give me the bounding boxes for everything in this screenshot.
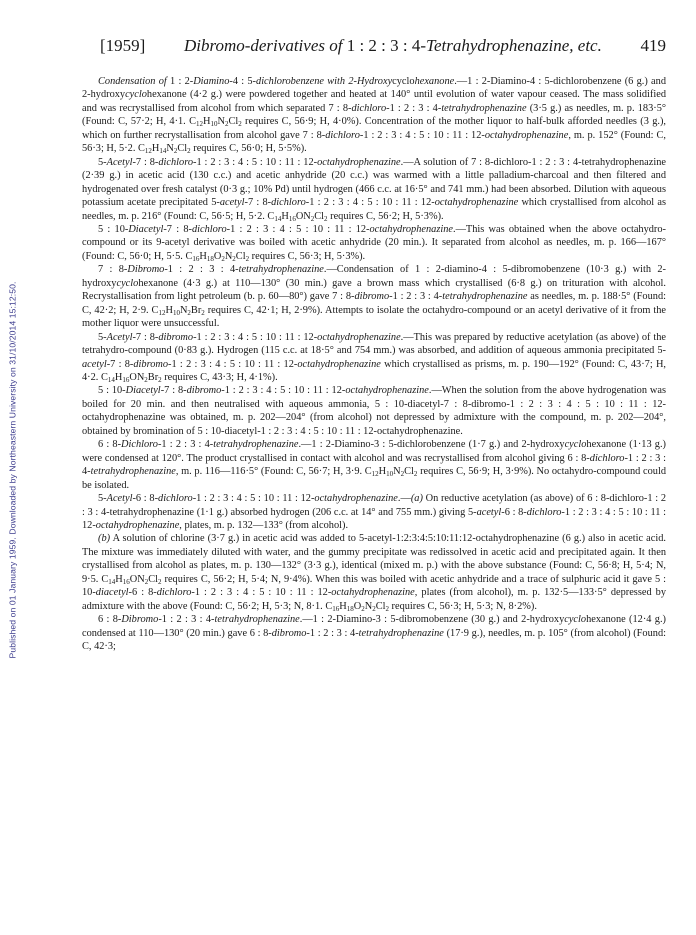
text-run: -1 : 2 : 3 : 4 : 5 : 10 : 11 : 12- bbox=[193, 156, 318, 168]
italic-run: Acetyl bbox=[106, 331, 133, 343]
italic-run: dibromo bbox=[354, 291, 390, 303]
subscript-run: 2 bbox=[361, 604, 365, 613]
italic-run: tetrahydrophenazine bbox=[213, 439, 299, 451]
italic-run: tetrahydrophenazine bbox=[214, 614, 300, 626]
text-run: O bbox=[213, 250, 222, 262]
text-run: requires C, 56·3; H, 5·3%). bbox=[249, 250, 366, 262]
text-run: N bbox=[224, 250, 233, 262]
italic-run: hexanone bbox=[414, 76, 455, 87]
text-run: O bbox=[353, 600, 362, 612]
paragraph bbox=[82, 223, 666, 263]
subscript-run: 12 bbox=[195, 120, 203, 129]
subscript-run: 10 bbox=[210, 120, 218, 129]
header-title bbox=[184, 36, 602, 56]
text-run: -1 : 2 : 3 : 4 : 5 : 10 : 11 : 12- bbox=[193, 331, 318, 343]
text-run: Cl bbox=[228, 116, 239, 128]
text-run: -1 : 2 : 3 : 4- bbox=[82, 452, 667, 478]
text-run: requires C, 56·3; H, 5·3; N, 8·2%). bbox=[388, 600, 537, 612]
text-run: -6 : 8- bbox=[128, 587, 157, 599]
italic-run: cyclo bbox=[564, 439, 587, 451]
italic-run: octahydrophenazine bbox=[297, 358, 381, 370]
text-run: ON bbox=[129, 573, 145, 585]
text-run: .—When the solution from the above hydrogenation was boiled for 20 min. and then neutralised with aqueous ammonia, 5 : 10-diacetyl-7 : 8-dibromo-1 : 2 : 3 : 4 : 5 : 10 : 11 : 12-octahydrophenazine was obtained, m. p. 202—204° (from alcohol) not depressed by admixture with the compound, m. p. 202—204°, obtained by bromination of 5 : 10-diacetyl-1 : 2 : 3 : 4 : 5 : 10 : 11 : 12-octahydrophenazine. bbox=[82, 385, 667, 437]
italic-run: cyclo bbox=[125, 89, 147, 101]
header-title-numbers: 1 : 2 : 3 : 4- bbox=[346, 36, 427, 55]
text-run: 6 : 8- bbox=[98, 614, 122, 626]
subscript-run: 2 bbox=[310, 214, 315, 223]
text-run: -1 : 2 : 3 : 4- bbox=[164, 264, 239, 276]
subscript-run: 14 bbox=[274, 214, 282, 223]
paragraph bbox=[82, 532, 666, 613]
italic-run: cyclo bbox=[564, 614, 587, 626]
italic-run: octahydrophenazine bbox=[317, 331, 401, 343]
italic-run: dichloro bbox=[526, 506, 562, 518]
text-run: -7 : 8- bbox=[163, 223, 192, 235]
text-run: N bbox=[364, 600, 373, 612]
italic-run: dibromo bbox=[271, 627, 307, 639]
text-run: hexanone (4·2 g.) were powdered together and heated at 140° until evolution of water vapour ceased. The mass solidified and was recrystallised from alcohol from which separated 7 : 8- bbox=[82, 89, 666, 114]
text-run: H bbox=[339, 600, 347, 612]
text-run: Cl bbox=[177, 143, 188, 155]
text-run: requires C, 56·9; H, 4·0%). Concentration of the mother liquor to half-bulk afforded needles (3 g.), which on further recrystallisation from alcohol gave 7 : 8- bbox=[82, 116, 666, 141]
subscript-run: 2 bbox=[413, 470, 418, 479]
text-run: requires C, 56·2; H, 5·3%). bbox=[327, 210, 444, 222]
text-run: 6 : 8- bbox=[98, 439, 122, 451]
text-run: -1 : 2 : 3 : 4 : 5 : 10 : 11 : 12- bbox=[226, 223, 370, 235]
subscript-run: 2 bbox=[372, 604, 376, 613]
italic-run: Acetyl bbox=[106, 493, 133, 505]
text-run: On reductive acetylation (as above) of 6 : 8-dichloro-1 : 2 : 3 : 4-tetrahydrophenazine (1·1 g.) absorbed hydrogen (206 c.c. at 14° and 755 mm.) giving 5- bbox=[82, 493, 666, 518]
text-run: -1 : 2 : 3 : 4 : 5 : 10 : 11 : 12- bbox=[191, 587, 332, 599]
subscript-run: 2 bbox=[224, 120, 229, 129]
italic-run: Dichloro bbox=[121, 439, 158, 451]
text-run: (3·5 g.) as needles, m. p. 183·5° (Found: C, 57·2; H, 4·1. C bbox=[82, 102, 666, 128]
italic-run: Dibromo bbox=[121, 614, 159, 626]
italic-run: Diacetyl bbox=[128, 223, 164, 235]
text-run: -1 : 2 : 3 : 4 : 5 : 10 : 11 : 12- bbox=[305, 197, 435, 209]
text-run: -1 : 2 : 3 : 4- bbox=[386, 102, 442, 114]
text-run: 5 : 10- bbox=[98, 223, 129, 235]
italic-run: octahydrophenazine bbox=[484, 129, 569, 141]
italic-run: tetrahydrophenazine bbox=[441, 102, 527, 114]
text-run: , plates, m. p. 132—133° (from alcohol). bbox=[179, 519, 349, 531]
italic-run: Acetyl bbox=[106, 156, 133, 168]
text-run: 7 : 8- bbox=[98, 264, 128, 276]
text-run: , plates (from alcohol), m. p. 132·5—133·5° depressed by admixture with the above (Found: C, 56·2; H, 5·3; N, 8·1. C bbox=[82, 587, 666, 612]
text-run: N bbox=[179, 304, 188, 316]
italic-run: Diacetyl bbox=[125, 385, 161, 397]
header-title-start: Dibromo-derivatives of bbox=[183, 36, 343, 55]
text-run: Cl bbox=[314, 210, 325, 222]
text-run: -1 : 2 : 3 : 4 : 5 : 10 : 11 : 12- bbox=[82, 506, 666, 531]
text-run: H bbox=[151, 143, 160, 155]
download-watermark-text: Published on 01 January 1959. Downloaded by Northeastern University on 31/10/2014 15:12:50. bbox=[7, 281, 17, 659]
subscript-run: 2 bbox=[385, 604, 389, 613]
paragraph bbox=[82, 156, 666, 223]
italic-run: dichloro bbox=[589, 452, 625, 464]
text-run: .—Condensation of 1 : 2-diamino-4 : 5-dibromobenzene (10·3 g.) with 2-hydroxy bbox=[82, 264, 666, 289]
subscript-run: 2 bbox=[158, 577, 162, 586]
text-run: hexanone (12·4 g.) condensed at 110—130° (20 min.) gave 6 : 8- bbox=[82, 614, 666, 639]
text-run: H bbox=[378, 466, 387, 478]
text-run: -4 : 5- bbox=[229, 76, 257, 87]
text-run: .— bbox=[397, 493, 411, 505]
italic-run: dibromo bbox=[186, 385, 222, 397]
subscript-run: 12 bbox=[371, 470, 379, 479]
text-run: -6 : 8- bbox=[132, 493, 159, 505]
paragraph bbox=[82, 613, 666, 653]
text-run: 5- bbox=[98, 493, 107, 505]
subscript-run: 2 bbox=[144, 577, 149, 586]
text-run: -7 : 8- bbox=[106, 358, 134, 370]
text-run: ON bbox=[295, 210, 311, 222]
italic-run: dichloro bbox=[191, 223, 227, 235]
paragraph bbox=[82, 438, 666, 492]
body-text bbox=[82, 75, 666, 653]
text-run: H bbox=[199, 250, 207, 262]
subscript-run: 16 bbox=[288, 214, 296, 223]
text-run: hexanone (4·3 g.) at 110—130° (30 min.) gave a brown mass which crystallised (6·8 g.) on trituration with alcohol. Recrystallisation from light petroleum (b. p. 60—80°) gave 7 : 8- bbox=[82, 277, 666, 303]
text-run: N bbox=[393, 466, 401, 478]
text-run: .—A solution of 7 : 8-dichloro-1 : 2 : 3 : 4-tetrahydrophenazine (2·39 g.) in acetic acid (130 c.c.) and acetic anhydride (20 c.c.) was warmed with a little palladium-charcoal and then filtered and hydrogenated over fresh catalyst (0·3 g.; 10% Pd) until hydrogen (466 c.c. at 16·5° and 741 mm.) had been absorbed. Dilution with aqueous potassium acetate precipitated 5- bbox=[82, 156, 667, 209]
subscript-run: 16 bbox=[192, 254, 200, 263]
subscript-run: 2 bbox=[187, 147, 191, 156]
italic-run: tetrahydrophenazine bbox=[442, 291, 528, 303]
italic-run: dichloro bbox=[158, 493, 193, 505]
italic-run: octahydrophenazine bbox=[331, 587, 415, 599]
subscript-run: 18 bbox=[206, 254, 214, 263]
text-run: which crystallised from alcohol as needles, m. p. 216° (Found: C, 56·5; H, 5·2. C bbox=[82, 197, 666, 222]
italic-run: tetrahydrophenazine bbox=[90, 466, 176, 478]
text-run: requires C, 56·2; H, 5·4; N, 9·4%). When this was boiled with acetic anhydride and a trace of sulphuric acid it gave 5 : 10- bbox=[82, 573, 666, 599]
subscript-run: 2 bbox=[187, 308, 191, 317]
text-run: .—1 : 2-Diamino-4 : 5-dichlorobenzene (6 g.) and 2-hydroxy bbox=[82, 76, 666, 101]
text-run: -6 : 8- bbox=[501, 506, 527, 518]
subscript-run: 14 bbox=[108, 577, 116, 586]
text-run: -7 : 8- bbox=[160, 385, 187, 397]
paragraph bbox=[82, 263, 666, 330]
text-run: -1 : 2 : 3 : 4 : 5 : 10 : 11 : 12- bbox=[192, 493, 315, 505]
text-run: (17·9 g.), needles, m. p. 105° (from alcohol) (Found: C, 42·3; bbox=[82, 627, 666, 653]
subscript-run: 14 bbox=[107, 375, 115, 384]
header-year: [1959] bbox=[100, 36, 146, 55]
text-run: A solution of chlorine (3·7 g.) in acetic acid was added to 5-acetyl-1:2:3:4:5:10:11:12-octahydrophenazine (6 g.) also in acetic acid. The mixture was immediately diluted with water, and the gummy precipitate was redissolved in acetic acid and precipitated again. It then crystallised from alcohol as plates, m. p. 130—132° (3·3 g.), identical (mixed m. p.) with the above substance (Found: C, 56·8; H, 5·4; N, 9·5. C bbox=[82, 533, 666, 585]
subscript-run: 2 bbox=[324, 214, 328, 223]
text-run: requires C, 43·3; H, 4·1%). bbox=[161, 371, 278, 383]
text-run: Cl bbox=[148, 573, 158, 585]
text-run: ON bbox=[129, 371, 145, 383]
text-run: requires C, 56·9; H, 3·9%). No octahydro-compound could be isolated. bbox=[82, 466, 666, 491]
text-run: -1 : 2 : 3 : 4- bbox=[158, 614, 215, 626]
italic-run: dichloro bbox=[325, 129, 360, 141]
text-run: H bbox=[114, 371, 123, 383]
paragraph bbox=[82, 384, 666, 438]
italic-run: dichloro bbox=[271, 197, 306, 209]
subscript-run: 10 bbox=[386, 470, 394, 479]
italic-run: octahydrophenazine bbox=[434, 197, 519, 209]
text-run: requires C, 42·1; H, 2·9%). Attempts to isolate the octahydro-compound or an acetyl derivative of it from the mother liquor were unsuccessful. bbox=[82, 304, 667, 330]
text-run: H bbox=[115, 573, 123, 585]
text-run: .—1 : 2-Diamino-3 : 5-dichlorobenzene (1·7 g.) and 2-hydroxy bbox=[298, 439, 565, 451]
subscript-run: 2 bbox=[144, 375, 148, 384]
subscript-run: 2 bbox=[232, 254, 236, 263]
text-run: H bbox=[202, 116, 211, 128]
subscript-run: 2 bbox=[158, 375, 162, 384]
subscript-run: 16 bbox=[332, 604, 340, 613]
subscript-run: 10 bbox=[172, 308, 180, 317]
text-run: -7 : 8- bbox=[132, 331, 159, 343]
subscript-run: 2 bbox=[221, 254, 225, 263]
text-run: N bbox=[166, 143, 174, 155]
subscript-run: 16 bbox=[122, 577, 130, 586]
italic-run: diacetyl bbox=[95, 587, 129, 599]
italic-run: dichloro bbox=[158, 156, 194, 168]
text-run: -1 : 2 : 3 : 4- bbox=[306, 627, 359, 639]
italic-run: (a) bbox=[410, 493, 423, 505]
subscript-run: 2 bbox=[173, 147, 178, 156]
text-run: .—This was prepared by reductive acetylation (as above) of the tetrahydro-compound (0·83 g.). Hydrogen (115 c.c. at 18·5° and 754 mm.) was absorbed, and addition of aqueous ammonia precipitated 5- bbox=[82, 331, 667, 357]
header-title-rest: Tetrahydrophenazine, etc. bbox=[426, 36, 602, 55]
text-run: Cl bbox=[404, 466, 414, 478]
text-run: which crystallised as prisms, m. p. 190—192° (Found: C, 43·7; H, 4·2. C bbox=[82, 358, 667, 383]
italic-run: dichloro bbox=[156, 587, 192, 599]
italic-run: octahydrophenazine bbox=[369, 223, 453, 235]
text-run: .—1 : 2-Diamino-3 : 5-dibromobenzene (30 g.) and 2-hydroxy bbox=[299, 614, 565, 626]
text-run: -1 : 2 : 3 : 4- bbox=[157, 439, 214, 451]
italic-run: octahydrophenazine bbox=[317, 156, 401, 168]
italic-run: Dibromo bbox=[127, 264, 165, 276]
text-run: as needles, m. p. 188·5° (Found: C, 42·2; H, 2·9. C bbox=[82, 291, 666, 316]
text-run: -7 : 8- bbox=[244, 197, 272, 209]
italic-run: dibromo bbox=[158, 331, 194, 343]
italic-run: (b) bbox=[98, 533, 111, 545]
text-run: H bbox=[281, 210, 289, 222]
text-run: , m. p. 116—116·5° (Found: C, 56·7; H, 3·9. C bbox=[175, 466, 372, 478]
text-run: cyclo bbox=[392, 76, 415, 87]
text-run: 1 : 2- bbox=[166, 76, 194, 87]
italic-run: acetyl bbox=[219, 197, 245, 209]
text-run: H bbox=[165, 304, 173, 316]
italic-run: tetrahydrophenazine bbox=[358, 627, 444, 639]
subscript-run: 12 bbox=[144, 147, 152, 156]
download-watermark bbox=[4, 150, 20, 790]
italic-run: Diamino bbox=[193, 76, 230, 87]
italic-run: cyclo bbox=[116, 277, 139, 289]
subscript-run: 16 bbox=[122, 375, 130, 384]
subscript-run: 2 bbox=[245, 254, 250, 263]
italic-run: octahydrophenazine bbox=[314, 493, 398, 505]
text-run: -1 : 2 : 3 : 4 : 5 : 10 : 11 : 12- bbox=[359, 129, 485, 141]
text-run: Br bbox=[147, 371, 159, 383]
italic-run: dibromo bbox=[133, 358, 169, 370]
italic-run: acetyl bbox=[82, 358, 107, 370]
text-run: , m. p. 152° (Found: C, 56·3; H, 5·2. C bbox=[82, 129, 666, 155]
text-run: -1 : 2 : 3 : 4- bbox=[389, 291, 443, 303]
paragraph bbox=[82, 331, 666, 385]
subscript-run: 2 bbox=[400, 470, 405, 479]
subscript-run: 2 bbox=[238, 120, 242, 129]
text-run: 5- bbox=[98, 156, 107, 168]
subscript-run: 18 bbox=[346, 604, 354, 613]
text-run: Cl bbox=[235, 250, 246, 262]
text-run: 5 : 10- bbox=[98, 385, 126, 397]
text-run: 5- bbox=[98, 331, 107, 343]
subscript-run: 2 bbox=[201, 308, 205, 317]
text-run: requires C, 56·0; H, 5·5%). bbox=[190, 143, 307, 155]
italic-run: tetrahydrophenazine bbox=[238, 264, 324, 276]
subscript-run: 14 bbox=[159, 147, 167, 156]
italic-run: octahydrophenazine bbox=[95, 519, 180, 531]
italic-run: Condensation of bbox=[98, 76, 167, 87]
text-run: -7 : 8- bbox=[132, 156, 159, 168]
italic-run: acetyl bbox=[476, 506, 502, 518]
text-run: N bbox=[217, 116, 225, 128]
italic-run: octahydrophenazine bbox=[345, 385, 429, 397]
subscript-run: 12 bbox=[158, 308, 166, 317]
text-run: -1 : 2 : 3 : 4 : 5 : 10 : 11 : 12- bbox=[221, 385, 346, 397]
text-run: -1 : 2 : 3 : 4 : 5 : 10 : 11 : 12- bbox=[168, 358, 298, 370]
text-run: Br bbox=[190, 304, 202, 316]
text-run: Cl bbox=[375, 600, 386, 612]
paragraph bbox=[82, 75, 666, 156]
text-run: hexanone (1·13 g.) were condensed at 120°. The product crystallised in contact with alcohol and was recrystallised from alcohol giving 6 : 8- bbox=[82, 439, 666, 464]
running-header bbox=[100, 36, 666, 56]
italic-run: dichloro bbox=[351, 102, 387, 114]
paragraph bbox=[82, 492, 666, 532]
page-number: 419 bbox=[640, 36, 666, 55]
text-run: .—This was obtained when the above octahydro-compound or its 9-acetyl derivative was boiled with acetic anhydride (20 min.). It separated from alcohol as needles, m. p. 166—167° (Found: C, 56·0; H, 5·5. C bbox=[82, 223, 666, 262]
italic-run: dichlorobenzene with 2-Hydroxy bbox=[256, 76, 393, 87]
